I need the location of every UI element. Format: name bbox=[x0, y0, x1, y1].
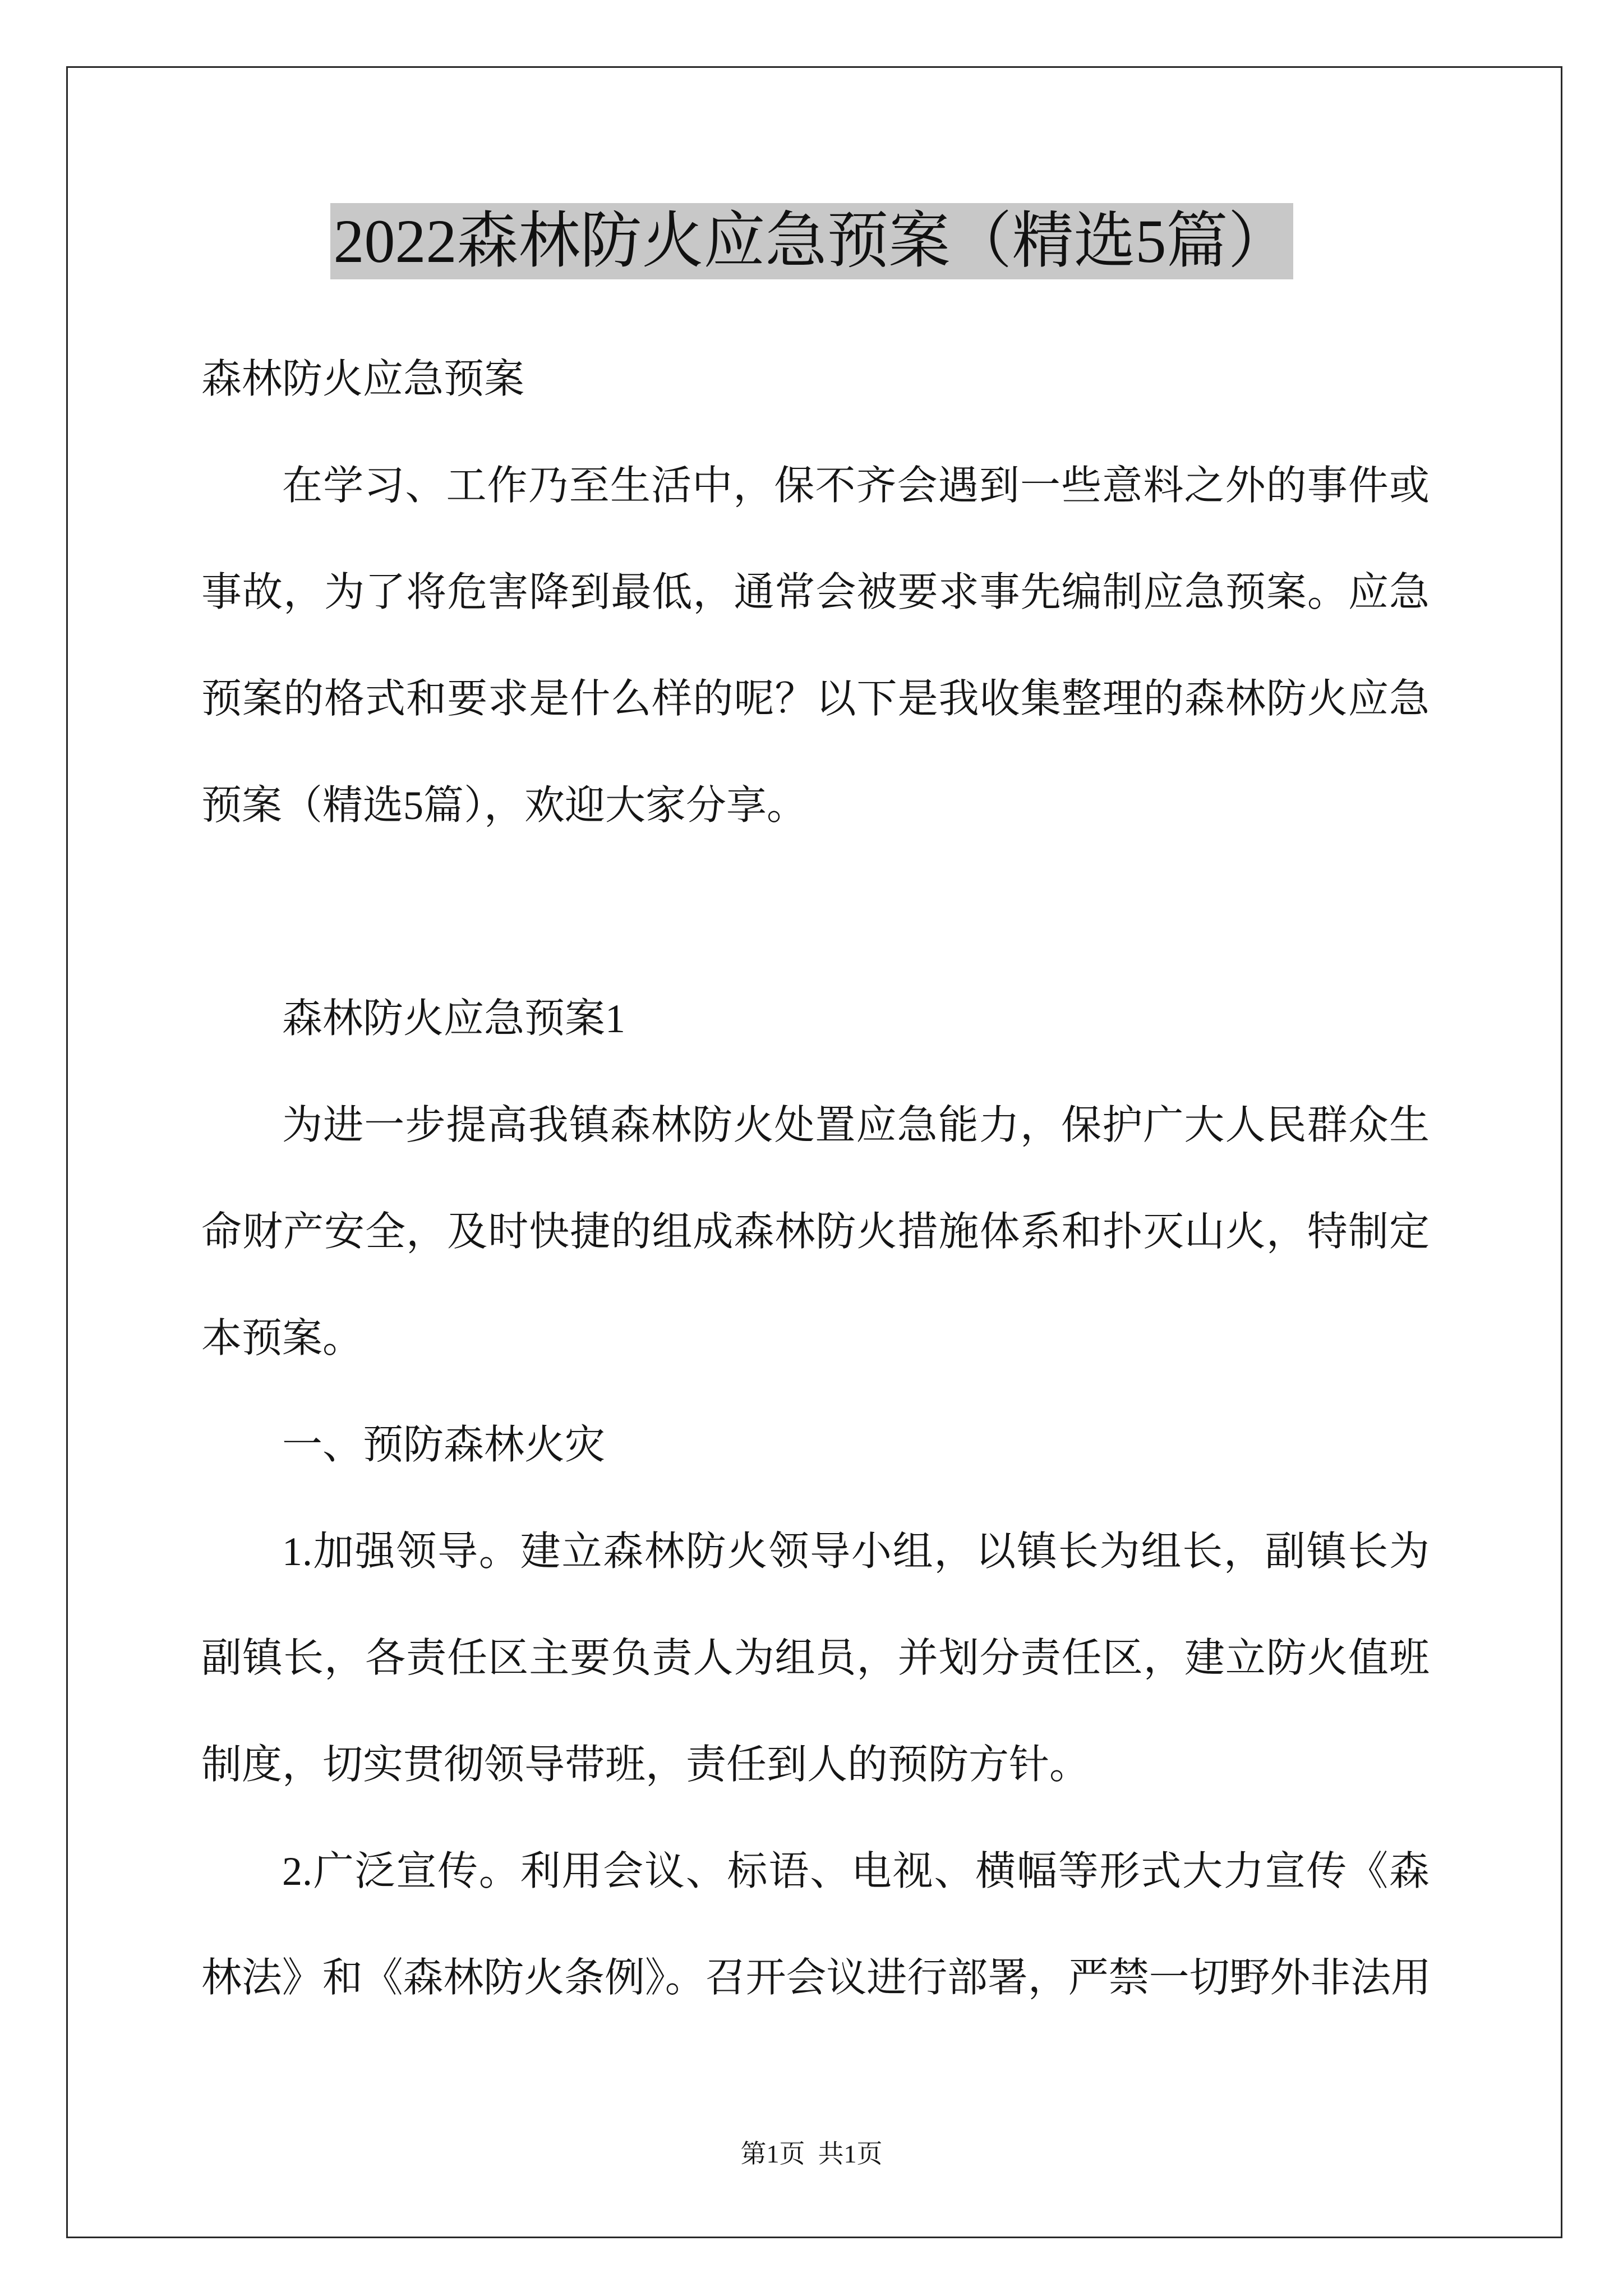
item1-line: 副镇长，各责任区主要负责人为组员，并划分责任区，建立防火值班 bbox=[201, 1636, 1430, 1681]
intro-line: 在学习、工作乃至生活中，保不齐会遇到一些意料之外的事件或 bbox=[282, 463, 1430, 508]
item1-line: 1.加强领导。建立森林防火领导小组，以镇长为组长，副镇长为 bbox=[282, 1529, 1430, 1574]
document-body bbox=[201, 326, 1430, 2031]
item2-line: 2.广泛宣传。利用会议、标语、电视、横幅等形式大力宣传《森 bbox=[282, 1849, 1430, 1894]
section-title: 森林防火应急预案1 bbox=[282, 996, 626, 1041]
intro-line: 预案的格式和要求是什么样的呢？以下是我收集整理的森林防火应急 bbox=[201, 677, 1430, 721]
title-container bbox=[0, 203, 1623, 279]
subsection-title: 一、预防森林火灾 bbox=[282, 1423, 606, 1467]
item2-line: 林法》和《森林防火条例》。召开会议进行部署，严禁一切野外非法用 bbox=[201, 1955, 1430, 2000]
item1-line: 制度，切实贯彻领导带班，责任到人的预防方针。 bbox=[201, 1742, 1090, 1787]
purpose-line: 本预案。 bbox=[201, 1316, 363, 1361]
document-heading: 森林防火应急预案 bbox=[201, 357, 525, 402]
page-footer: 第1页 共1页 bbox=[740, 2139, 883, 2168]
blank-line bbox=[201, 859, 1430, 965]
document-title: 2022森林防火应急预案（精选5篇） bbox=[330, 203, 1293, 279]
intro-line: 事故，为了将危害降到最低，通常会被要求事先编制应急预案。应急 bbox=[201, 570, 1430, 615]
intro-line: 预案（精选5篇），欢迎大家分享。 bbox=[201, 783, 808, 828]
purpose-line: 为进一步提高我镇森林防火处置应急能力，保护广大人民群众生 bbox=[282, 1103, 1430, 1148]
purpose-line: 命财产安全，及时快捷的组成森林防火措施体系和扑灭山火，特制定 bbox=[201, 1209, 1430, 1254]
